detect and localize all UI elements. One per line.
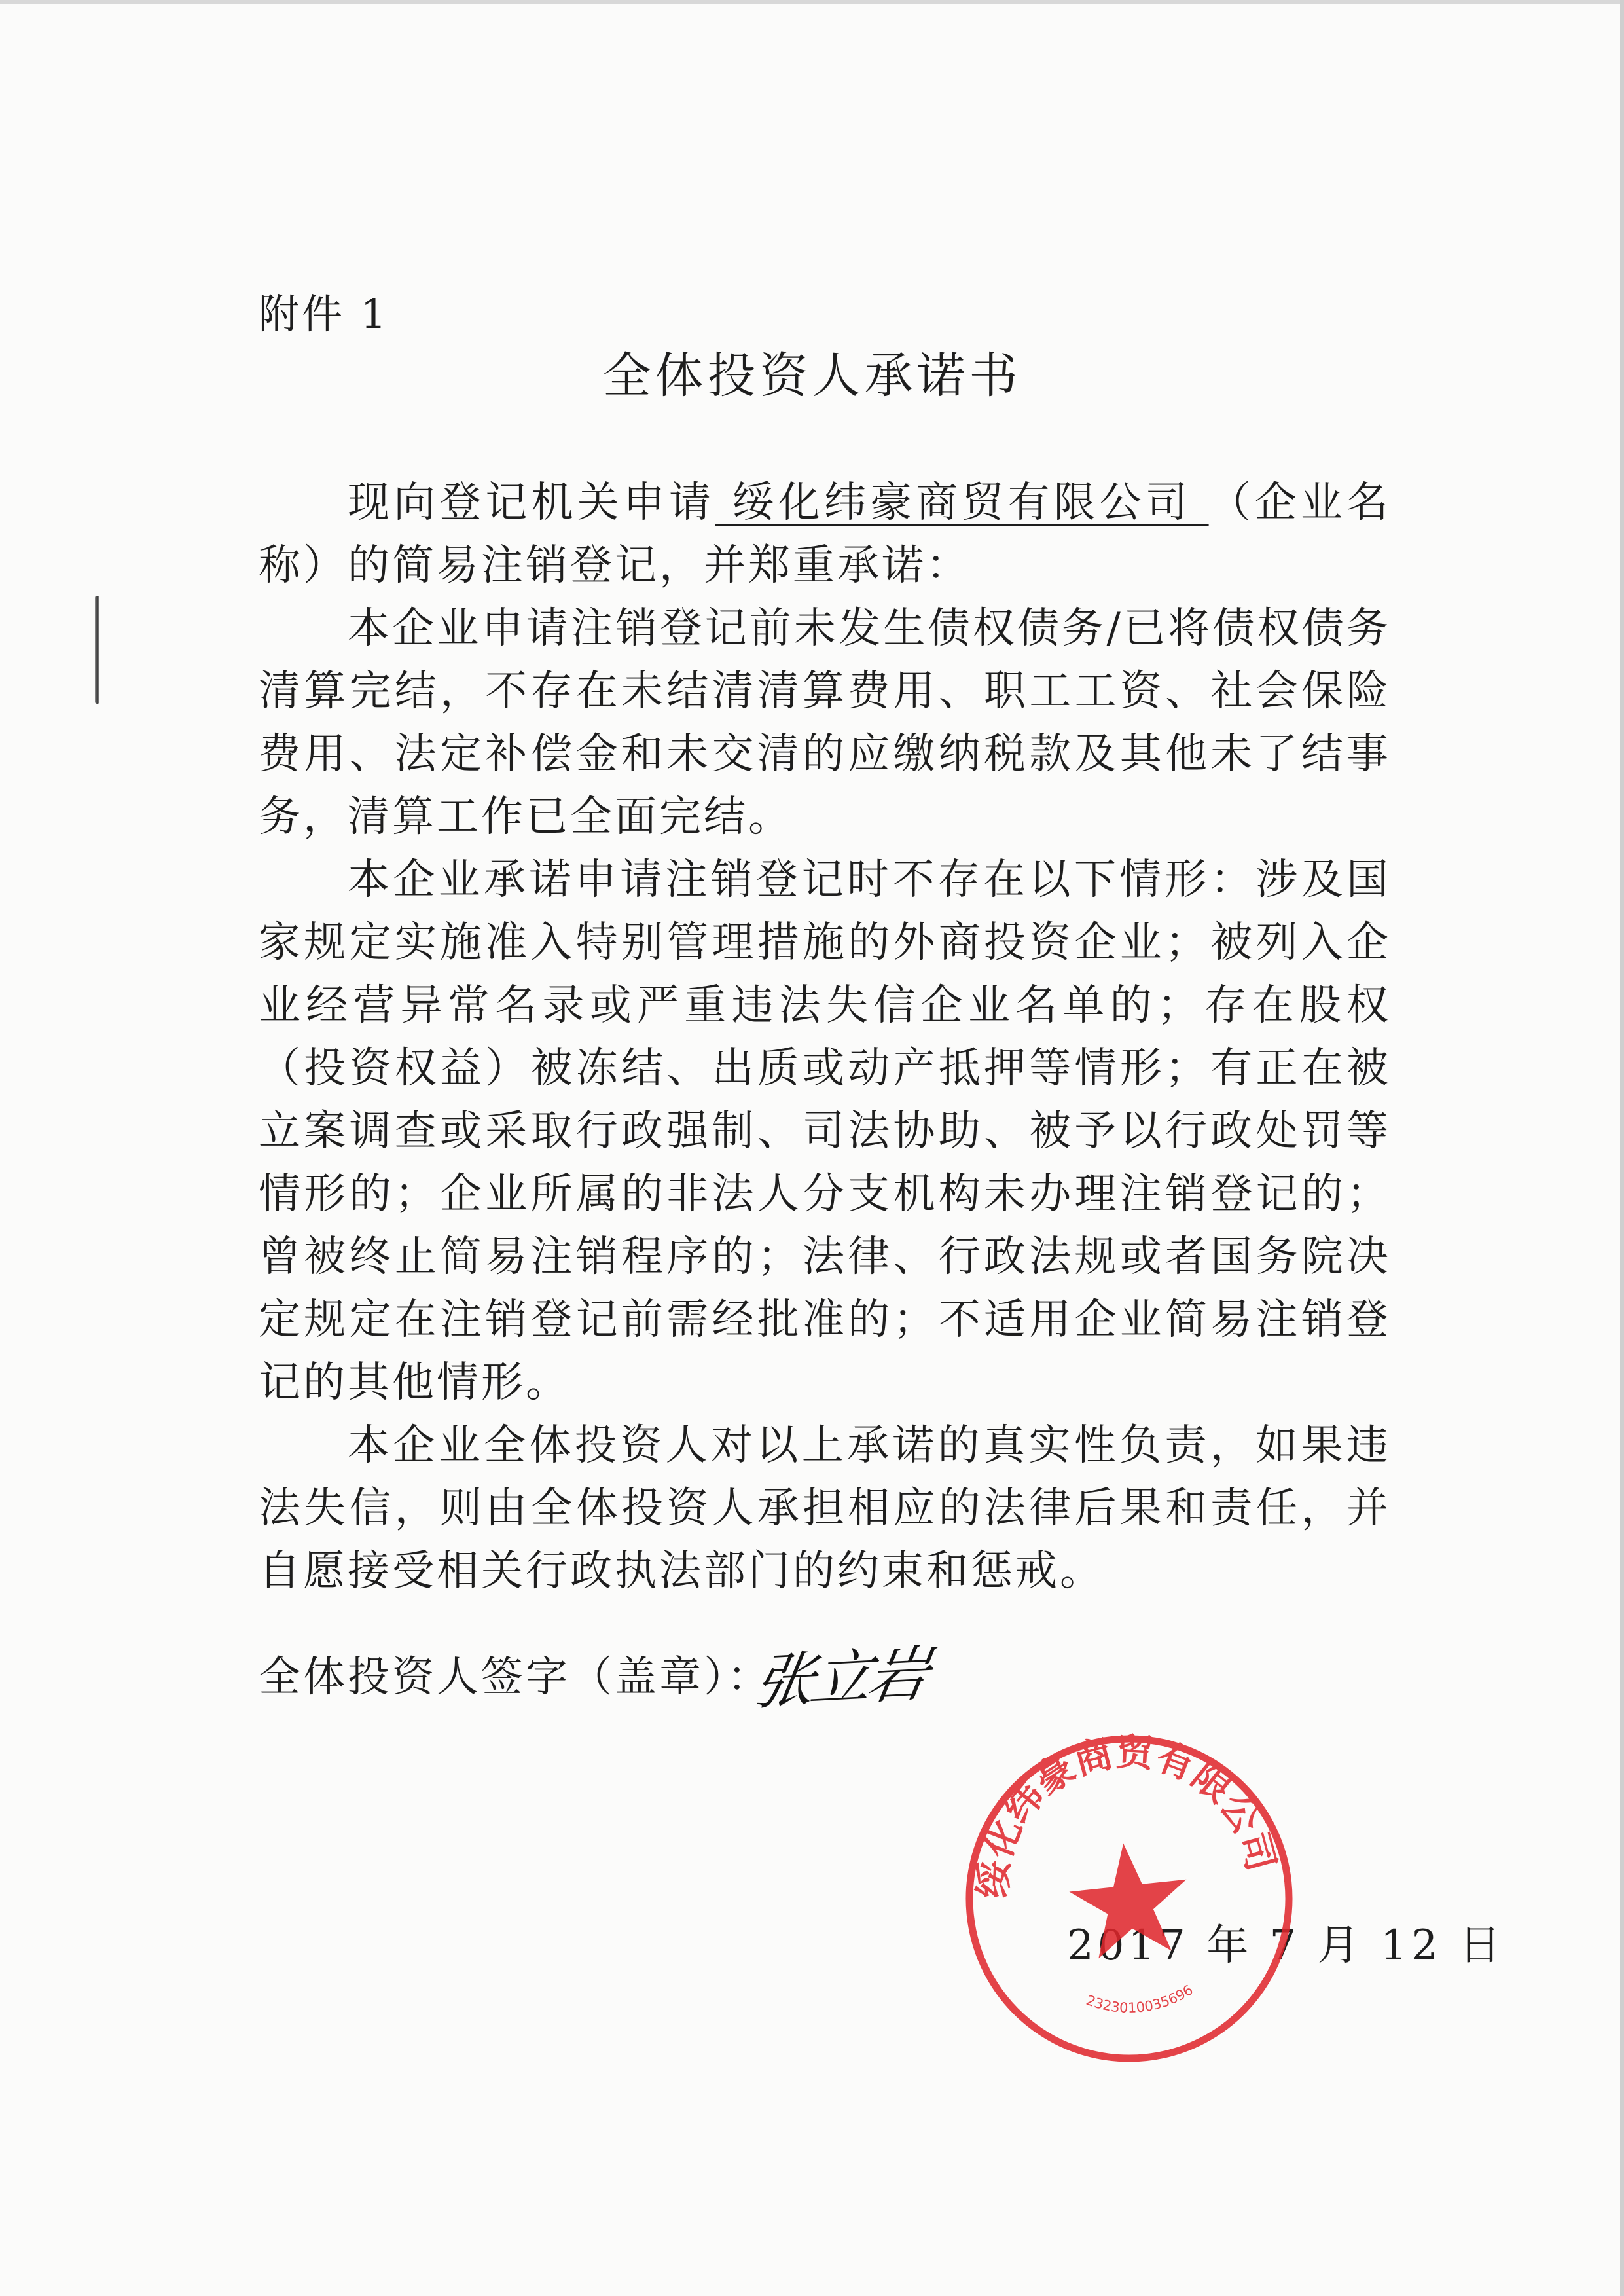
page-edge: [0, 0, 1624, 4]
company-seal: [942, 1711, 1316, 2086]
seal-company-path: 绥化纬豪商贸有限公司: [970, 1729, 1284, 1900]
paragraph-exclusions: 本企业承诺申请注销登记时不存在以下情形：涉及国家规定实施准入特别管理措施的外商投资企业；被列入企业经营异常名录或严重违法失信企业名单的；存在股权（投资权益）被冻结、出质或动产抵押等情形；有正在被立案调查或采取行政强制、司法协助、被予以行政处罚等情形的；企业所属的非法人分支机构未办理注销登记的；曾被终止简易注销程序的；法律、行政法规或者国务院决定规定在注销登记前需经批准的；不适用企业简易注销登记的其他情形。: [259, 856, 1391, 1407]
attachment-label: 附件 1: [259, 290, 389, 338]
seal-code-text: [1083, 1981, 1197, 2021]
document-body: [259, 471, 1391, 1603]
application-suffix: （企业名称）的简易注销登记，并郑重承诺：: [259, 479, 1392, 590]
signature-label: 全体投资人签字（盖章）：: [259, 1653, 772, 1702]
seal-star-icon: [1065, 1837, 1194, 1961]
seal-code-path: 2323010035696: [1084, 1982, 1196, 2016]
handwritten-signature: 张立岩: [748, 1639, 931, 1718]
paragraph-settlement: 本企业申请注销登记前未发生债权债务/已将债权债务清算完结，不存在未结清清算费用、职工工资、社会保险费用、法定补偿金和未交清的应缴纳税款及其他未了结事务，清算工作已全面完结。: [259, 604, 1391, 841]
paragraph-application: [259, 471, 1391, 597]
company-name-field: 绥化纬豪商贸有限公司: [715, 479, 1209, 527]
staple-mark: [95, 596, 99, 704]
document-date: 2017 年 7 月 12 日: [1067, 1922, 1505, 1970]
application-prefix: 现向登记机关申请: [348, 479, 715, 527]
document-title: 全体投资人承诺书: [602, 348, 1022, 404]
paragraph-responsibility: 本企业全体投资人对以上承诺的真实性负责，如果违法失信，则由全体投资人承担相应的法律后果和责任，并自愿接受相关行政执法部门的约束和惩戒。: [259, 1421, 1391, 1595]
